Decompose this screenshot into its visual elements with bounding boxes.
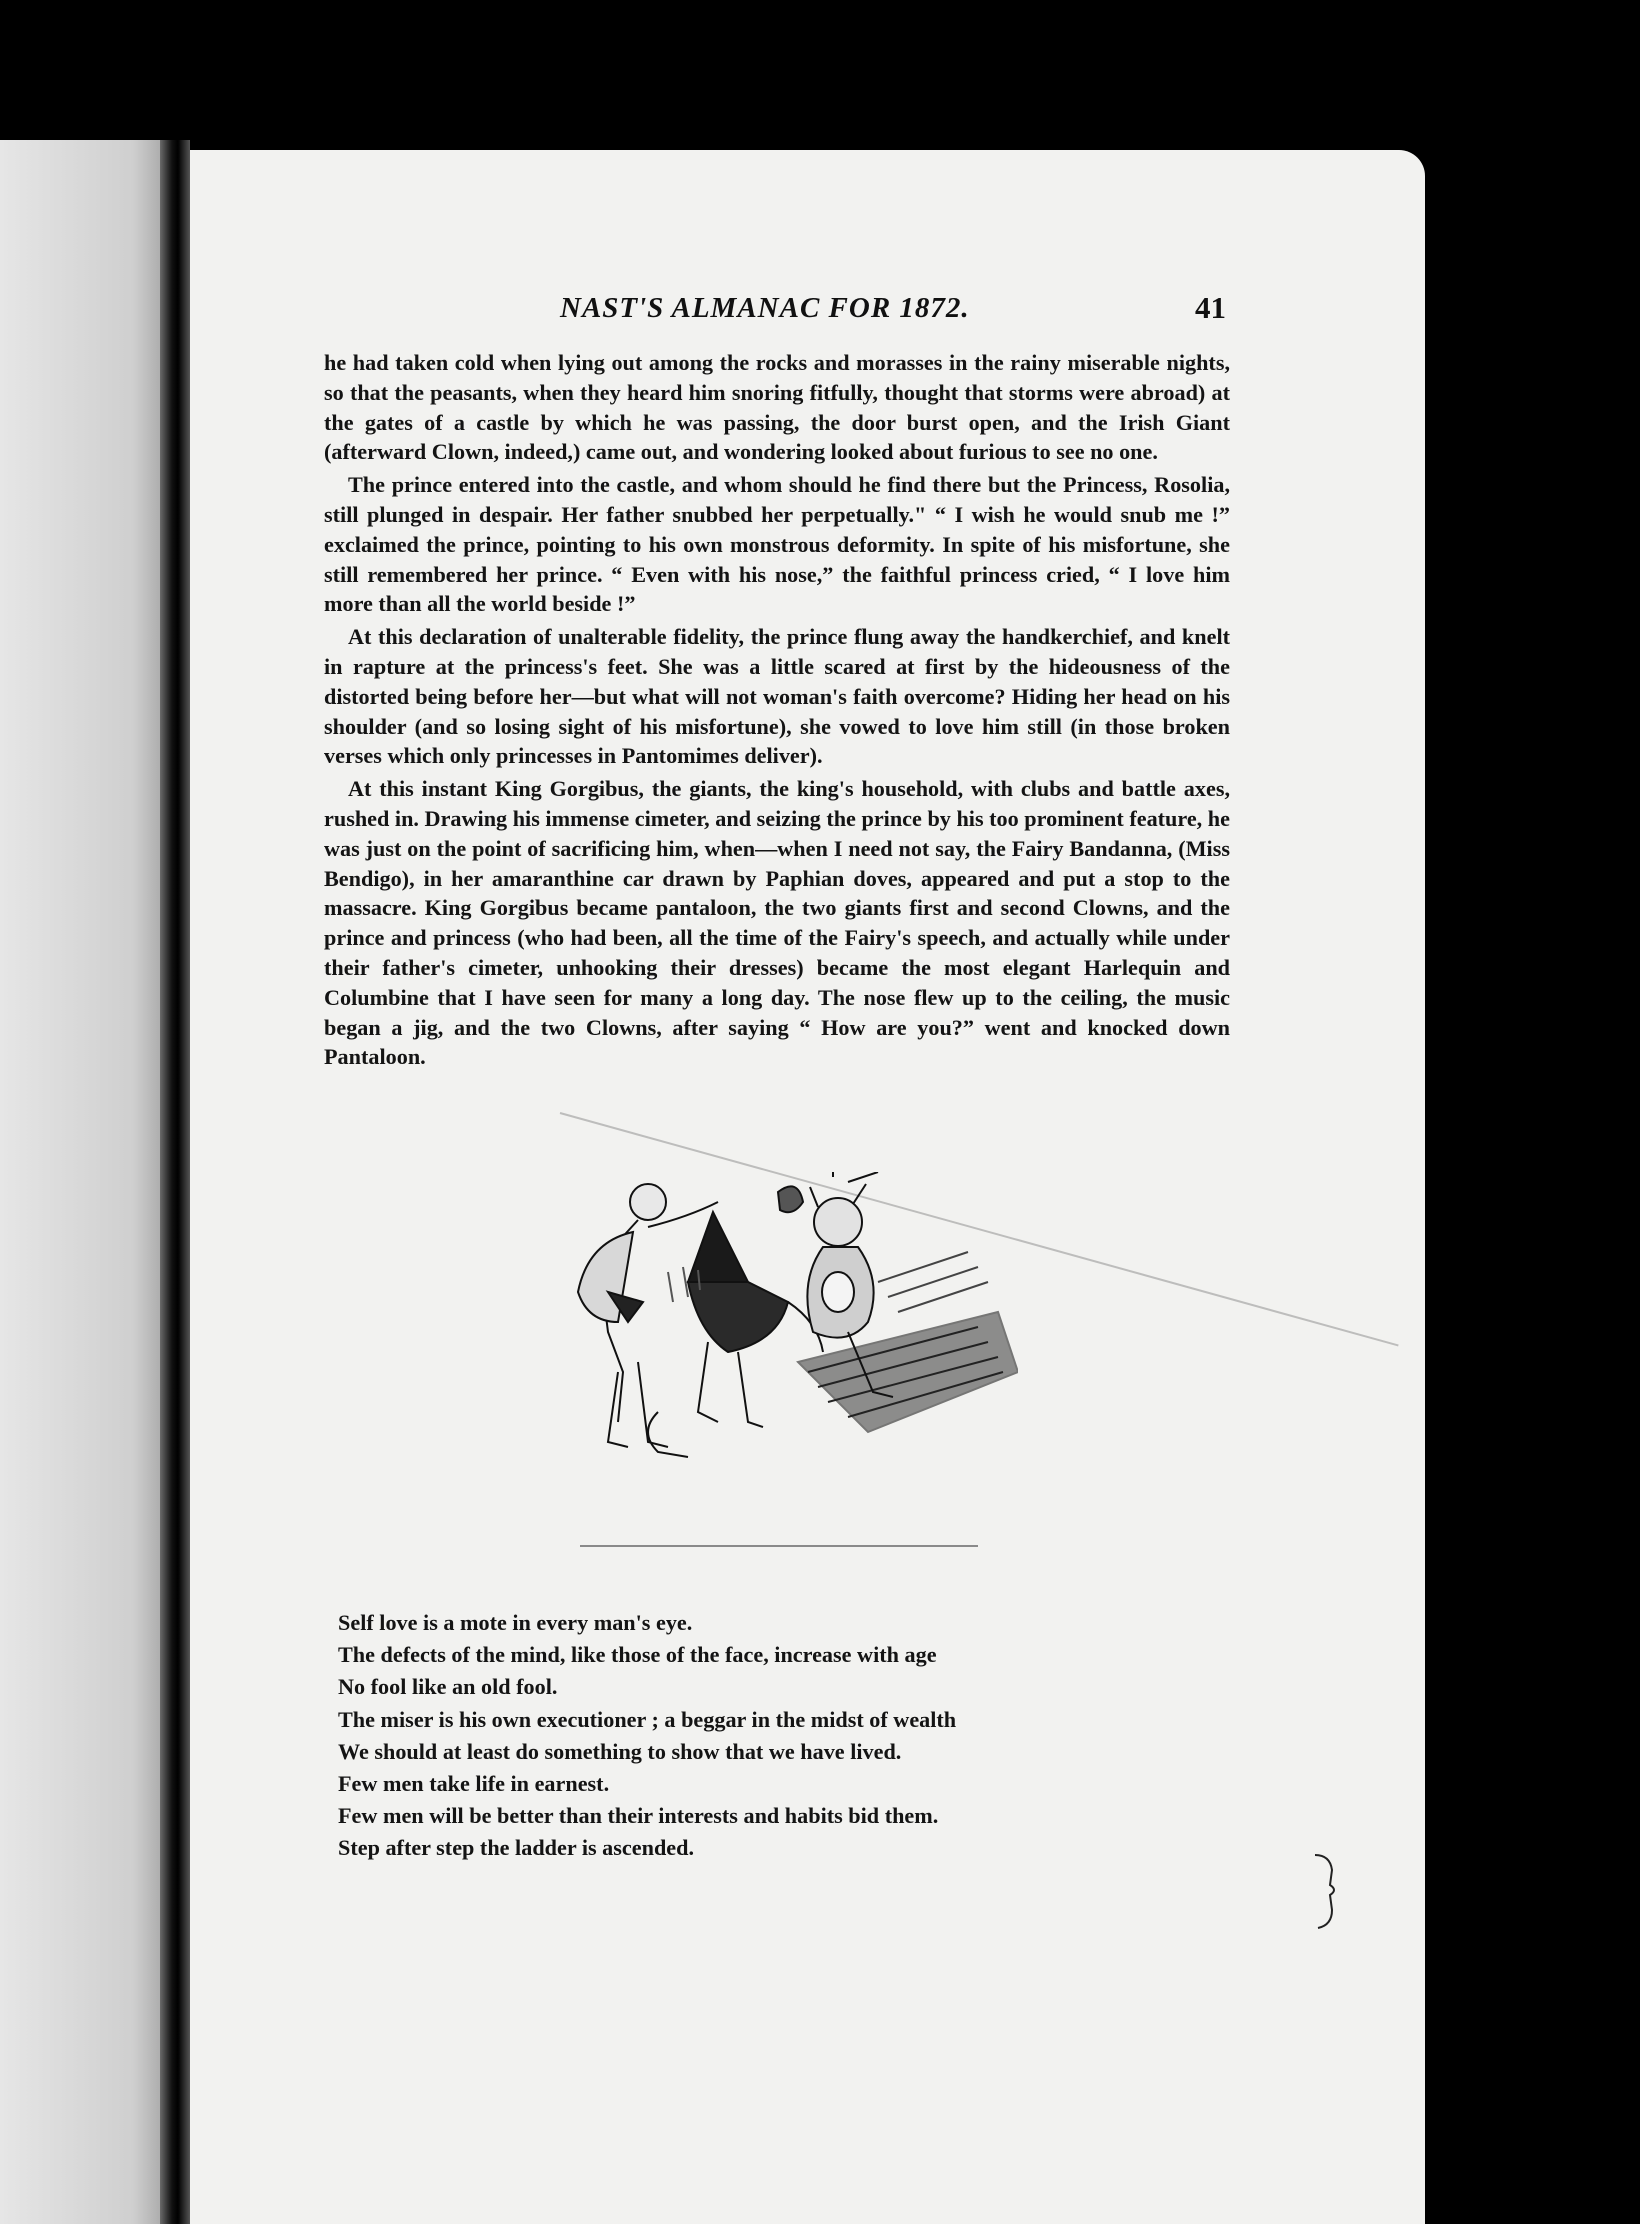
paragraph: The prince entered into the castle, and whom should he find there but the Princess, Rosolia, still plunged in despair. Her father snubbed her perpetually." “ I wish he would snub me !” exclaimed the prince, pointing to his own monstrous deformity. In spite of his misfortune, she still remembered her prince. “ Even with his nose,” the faithful princess cried, “ I love him more than all the world beside !”: [324, 472, 1230, 617]
scan-border-right: [1425, 150, 1640, 2224]
story-text: [324, 348, 1230, 1075]
maxim-line: Few men will be better than their interests and habits bid them.: [338, 1803, 939, 1829]
section-divider: [580, 1545, 978, 1547]
margin-bracket-mark: [1310, 1850, 1350, 1930]
paragraph: At this declaration of unalterable fidelity, the prince flung away the handkerchief, and knelt in rapture at the princess's feet. She was a little scared at first by the hideousness of the distorted being before her—but what will not woman's faith overcome? Hiding her head on his shoulder (and so losing sight of his misfortune), she vowed to love him still (in those broken verses which only princesses in Pantomimes deliver).: [324, 624, 1230, 769]
paragraph: he had taken cold when lying out among the rocks and morasses in the rainy miserable nights, so that the peasants, when they heard him snoring fitfully, thought that storms were abroad) at the gates of a castle by which he was passing, the door burst open, and the Irish Giant (afterward Clown, indeed,) came out, and wondering looked about furious to see no one.: [324, 350, 1230, 465]
running-title: NAST'S ALMANAC FOR 1872.: [560, 292, 970, 324]
book-gutter: [160, 140, 190, 2224]
page-number: 41: [1195, 290, 1226, 325]
maxim-line: The defects of the mind, like those of the face, increase with age: [338, 1642, 937, 1668]
paragraph: At this instant King Gorgibus, the giants, the king's household, with clubs and battle axes, rushed in. Drawing his immense cimeter, and seizing the prince by his too prominent feature, he was just on the point of sacrificing him, when—when I need not say, the Fairy Bandanna, (Miss Bendigo), in her amaranthine car drawn by Paphian doves, appeared and put a stop to the massacre. King Gorgibus became pantaloon, the two giants first and second Clowns, and the prince and princess (who had been, all the time of the Fairy's speech, and actually while under their father's cimeter, unhooking their dresses) became the most elegant Harlequin and Columbine that I have seen for many a long day. The nose flew up to the ceiling, the music began a jig, and the two Clowns, after saying “ How are you?” went and knocked down Pantaloon.: [324, 776, 1230, 1070]
maxim-line: Self love is a mote in every man's eye.: [338, 1610, 693, 1635]
maxim-line: We should at least do something to show that we have lived.: [338, 1738, 902, 1764]
maxim-line: The miser is his own executioner ; a beggar in the midst of wealth: [338, 1706, 957, 1732]
maxims-list: [338, 1607, 1138, 1865]
pantomime-illustration: [548, 1172, 1018, 1472]
maxim-line: No fool like an old fool.: [338, 1674, 558, 1700]
maxim-line: Step after step the ladder is ascended.: [338, 1835, 695, 1861]
maxim-line: Few men take life in earnest.: [338, 1771, 610, 1797]
scan-background: [0, 0, 1640, 150]
